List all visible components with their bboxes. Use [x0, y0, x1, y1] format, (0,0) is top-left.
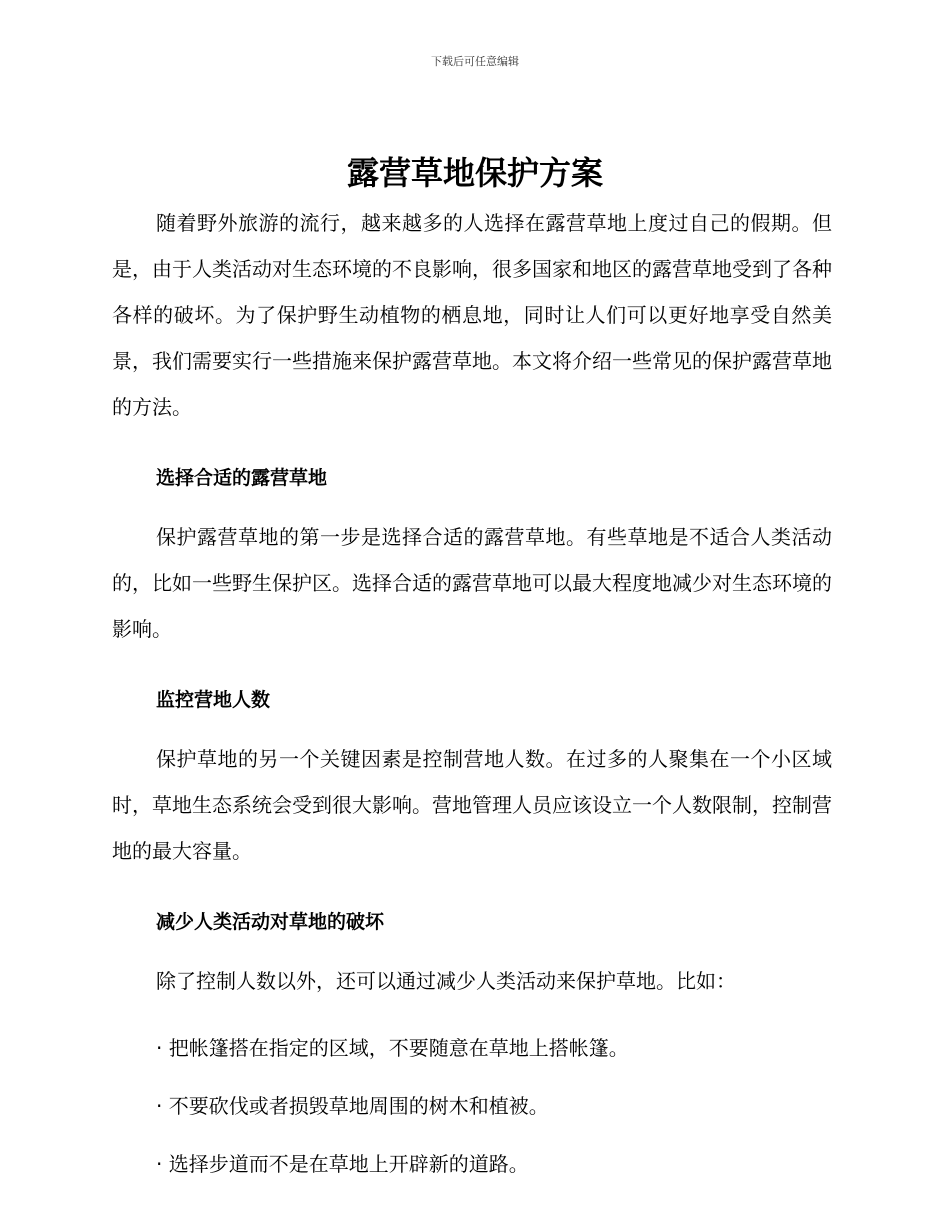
intro-paragraph: 随着野外旅游的流行，越来越多的人选择在露营草地上度过自己的假期。但是，由于人类活动对生态环境的不良影响，很多国家和地区的露营草地受到了各种各样的破坏。为了保护野生动植物的栖息地，同时让人们可以更好地享受自然美景，我们需要实行一些措施来保护露营草地。本文将介绍一些常见的保护露营草地的方法。 — [112, 211, 832, 419]
section-paragraph-reduce-damage: 除了控制人数以外，还可以通过减少人类活动来保护草地。比如： — [156, 969, 736, 993]
header-note: 下载后可任意编辑 — [431, 55, 519, 68]
list-item-protect-trees: · 不要砍伐或者损毁草地周围的树木和植被。 — [156, 1094, 549, 1118]
section-heading-camp-capacity: 监控营地人数 — [156, 689, 271, 711]
section-paragraph-site-selection: 保护露营草地的第一步是选择合适的露营草地。有些草地是不适合人类活动的，比如一些野生保护区。选择合适的露营草地可以最大程度地减少对生态环境的影响。 — [112, 525, 832, 641]
list-item-use-trails: · 选择步道而不是在草地上开辟新的道路。 — [156, 1152, 529, 1176]
section-paragraph-camp-capacity: 保护草地的另一个关键因素是控制营地人数。在过多的人聚集在一个小区域时，草地生态系统会受到很大影响。营地管理人员应该设立一个人数限制，控制营地的最大容量。 — [112, 747, 832, 863]
document-body — [112, 200, 832, 1178]
page-title: 露营草地保护方案 — [346, 154, 603, 192]
section-heading-site-selection: 选择合适的露营草地 — [156, 467, 328, 489]
section-heading-reduce-damage: 减少人类活动对草地的破坏 — [156, 911, 385, 933]
list-item-tent-area: · 把帐篷搭在指定的区域，不要随意在草地上搭帐篷。 — [156, 1036, 629, 1060]
